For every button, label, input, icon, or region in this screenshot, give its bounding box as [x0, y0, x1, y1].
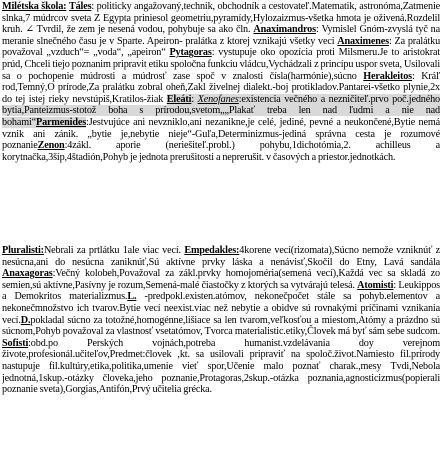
name-eleati: Eleáti — [166, 93, 192, 105]
text-zenon: :4zákl. aporie (neriešiteľ.probl.) pohybu,1dichotómia,2. achilleus a korytnačka,3šíp,4štadión,Pohyb je jednota prerušitosti a neprerušit. v časových a priestor.jednotkách. — [2, 140, 440, 163]
text-anaximenes: : Za pralátku považoval „vzduch“= „voda“, „apeiron“ — [2, 35, 440, 59]
text-tales-2: Tvrdil, že zem je nesená vodou, pohybuje sa ako čln. — [33, 24, 251, 36]
text-demokritos: pokladal súcno za totožné,homogénne,lišiace sa len tvarom,veľkosťou a miestom,Atómy a prázdno sú súcnom,Pohyb považoval za vlastnosť vsetatómov, Tvorca materialistic.etiky,Človek má byť sám sebe sudcom. — [2, 314, 440, 338]
text-empedakles: 4korene vecí(rizomata),Súcno nemože vzniknúť z nesúcna,ani do nesúcna zaniknúť,Sú aktívne prvky láska a nenávisť,Skočil do Etny, Lavá sandála — [2, 245, 440, 268]
name-herakleitos: Herakleitos — [363, 70, 412, 82]
text-parmenides: :Jestvujúce ani nevzniklo,ani nezanikne,je celé, jediné, pevné a neukončené,Bytie nemá vznik ani zánik. „bytie je,nebytie nieje“-Guľa,Determinizmus-jediná správna cesta je rozumové poznanie — [2, 116, 440, 152]
name-anaxagoras: Anaxagoras — [2, 268, 53, 280]
name-anaximandros: Anaximandros — [253, 24, 316, 36]
text-anaximandros: : Vymislel Gnóm-zvyslá tyč na meranie slnečného času je v Sparte. Apeiron- pralátka z ktorej vznikajú všetky veci — [2, 24, 440, 47]
text-pluralisti: Nebrali za prtlátku 1ale viac vecí. — [43, 245, 185, 256]
name-parmenides: Parmenides — [36, 116, 87, 128]
text-leukippos: -predpokl.existen.atómov, nekonečpočet stále sa pohyb.elementov a nekonečmnožstvo ich tvarov.Bytie vecí neexist.viac než nebytie a obidve sú rovnakými príčinami vznikania vecí. — [2, 291, 440, 326]
name-demokritos-abbr: D. — [20, 314, 31, 326]
name-empedakles: Empedakles: — [184, 245, 240, 256]
name-pytagoras: Pytagoras — [169, 47, 212, 59]
text-anaxagoras: :Večný kolobeh,Považoval za zákl.prvky homojoméria(semená vecí),Každá vec sa skladá zo semien,sú aktívne,Pasívny je rozum,Semená-malé čiastočky z ktorých sa vytvárajú telesá. — [2, 268, 440, 291]
text-tales: : politicky angažovaný,technik, obchodník a cestovateľ.Matematik, astronóma,Zatmenie slnka,7 múdrcov sveta Z Egypta priniesol geometriu,pyramídy,Hylozaizmus-všetka hmota je oživená.Rozdelil kruh. — [2, 1, 440, 36]
name-pluralisti: Pluralisti: — [2, 245, 44, 256]
term-milesian-school: Milétska škola: — [2, 1, 67, 12]
name-xenofanes: Xenofanes — [197, 93, 239, 105]
name-anaximenes: Anaximenes — [337, 35, 389, 47]
name-tales: Táles — [68, 1, 92, 12]
section-milesian-school — [2, 1, 440, 242]
text-sofisti: :obd.po Perských vojnách,potreba humanist.vzdelávania doy verejnom živote,profesionál.učiteľov,Predmet:človek ,kt. sa usilovali pripraviť na spoloč.život.Namiesto fil.prírody nastupuje fil.kultúry,etika,politika,umenie vieť spor,Učenie malo poznať charak.,mesy Tvdi,Nebola jednotná,1skup.-otázky človeka,jeho poznanie,Protagoras,2skup.-otázka poznania,agnosticizmus(popierali poznanie sveta),Gorgias,Antifón,Prvý učitelia grécka. — [2, 337, 440, 396]
name-sofisti: Sofisti — [2, 337, 29, 349]
text-herakleitos: : Kráľ rod,Temný,O prírode,Za pralátku zobral oheň,Zakl živelnej dialekt.-boj protikladov.Pantarei-všetko plynie,2x do tej istej rieky nevstúpiš,Kratilos-žiak — [2, 70, 440, 105]
name-leukippos-abbr: L. — [127, 291, 137, 303]
name-atomisti: Atomisti — [357, 279, 394, 291]
angle-symbol: ∠ — [25, 24, 34, 36]
text-xenofanes: :existencia večného a nezničiteľ.prvo poč.jedného bytia,Panteizmus-stotož boha s prírodou,svetom„„Plakať treba len nad ľudmi a nie nad bohami“ — [2, 93, 440, 128]
name-zenon: Zenon — [37, 140, 65, 152]
text-atomisti: : Leukippos a Demokritos materializmus. — [2, 279, 440, 303]
text-pytagoras: : vystupuje oko opozícia proti Milsmeru.Je to aristokrat prúd, Chceli tiejo poznanim pripravit etiku spoločna funkciu vládcu,Vychádzali z princípu uspor sveta, Usilovali sa o pochopenie múdrosti a múdrosť zase spoč v znalosti čísla(harmónie),súcno — [2, 47, 440, 82]
section-pluralists — [2, 245, 440, 471]
text-eleati-sep: : — [191, 93, 198, 105]
